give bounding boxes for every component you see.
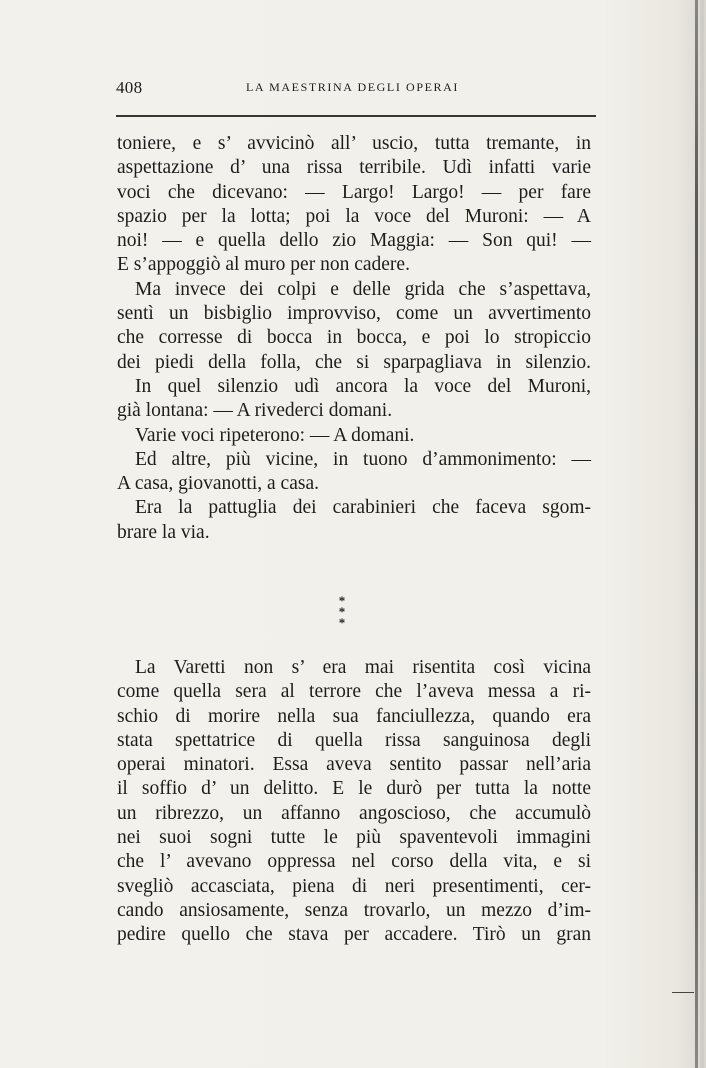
separator-top-star: * xyxy=(338,593,346,608)
text-line: già lontana: — A rivederci domani. xyxy=(117,400,393,422)
section-separator xyxy=(322,593,362,630)
text-line: A casa, giovanotti, a casa. xyxy=(117,473,319,495)
text-line: stata spettatrice di quella rissa sanguinosa degli xyxy=(117,729,591,751)
text-line: operai minatori. Essa aveva sentito passar nell’aria xyxy=(117,754,591,776)
text-line: aspettazione d’ una rissa terribile. Udì infatti varie xyxy=(117,157,591,179)
page-number: 408 xyxy=(116,78,143,97)
page-edge-shadow xyxy=(700,0,704,1068)
text-line: Varie voci ripeterono: — A domani. xyxy=(135,424,415,446)
text-line: Ma invece dei colpi e delle grida che s’aspettava, xyxy=(135,278,591,300)
text-line: che l’ avevano oppressa nel corso della vita, e si xyxy=(117,851,591,873)
text-line: toniere, e s’ avvicinò all’ uscio, tutta tremante, in xyxy=(117,133,591,154)
text-line: pedire quello che stava per accadere. Tirò un gran xyxy=(117,924,591,946)
text-line: voci che dicevano: — Largo! Largo! — per fare xyxy=(117,181,591,203)
text-line: Ed altre, più vicine, in tuono d’ammonimento: — xyxy=(135,448,591,470)
text-line: brare la via. xyxy=(117,521,210,543)
text-line: dei piedi della folla, che si sparpagliava in silenzio. xyxy=(117,351,591,373)
text-line: nei suoi sogni tutte le più spaventevoli immagini xyxy=(117,827,591,849)
text-section-1 xyxy=(117,132,591,545)
text-line: svegliò accasciata, piena di neri presentimenti, cer- xyxy=(117,875,591,897)
edge-tick-mark xyxy=(672,992,694,993)
text-line: come quella sera al terrore che l’aveva messa a ri- xyxy=(117,681,591,703)
header-rule xyxy=(116,115,596,117)
separator-bottom-stars: * * xyxy=(338,604,352,630)
text-line: che corresse di bocca in bocca, e poi lo stropiccio xyxy=(117,327,591,349)
text-line: E s’appoggiò al muro per non cadere. xyxy=(117,254,410,276)
binding-edge-line xyxy=(695,0,698,1068)
text-line: un ribrezzo, un affanno angoscioso, che accumulò xyxy=(117,802,591,824)
text-section-2 xyxy=(117,656,591,948)
text-line: sentì un bisbiglio improvviso, come un avvertimento xyxy=(117,303,591,325)
text-line: schio di morire nella sua fanciullezza, quando era xyxy=(117,705,591,727)
running-title: LA MAESTRINA DEGLI OPERAI xyxy=(246,80,459,94)
text-line: noi! — e quella dello zio Maggia: — Son qui! — xyxy=(117,230,591,252)
text-line: Era la pattuglia dei carabinieri che faceva sgom- xyxy=(135,497,591,519)
page-header xyxy=(116,78,596,104)
text-line: il soffio d’ un delitto. E le durò per tutta la notte xyxy=(117,778,591,800)
text-line: La Varetti non s’ era mai risentita così vicina xyxy=(135,657,591,678)
text-line: In quel silenzio udì ancora la voce del Muroni, xyxy=(135,375,591,397)
text-line: cando ansiosamente, senza trovarlo, un mezzo d’im- xyxy=(117,899,591,921)
text-line: spazio per la lotta; poi la voce del Muroni: — A xyxy=(117,205,591,227)
